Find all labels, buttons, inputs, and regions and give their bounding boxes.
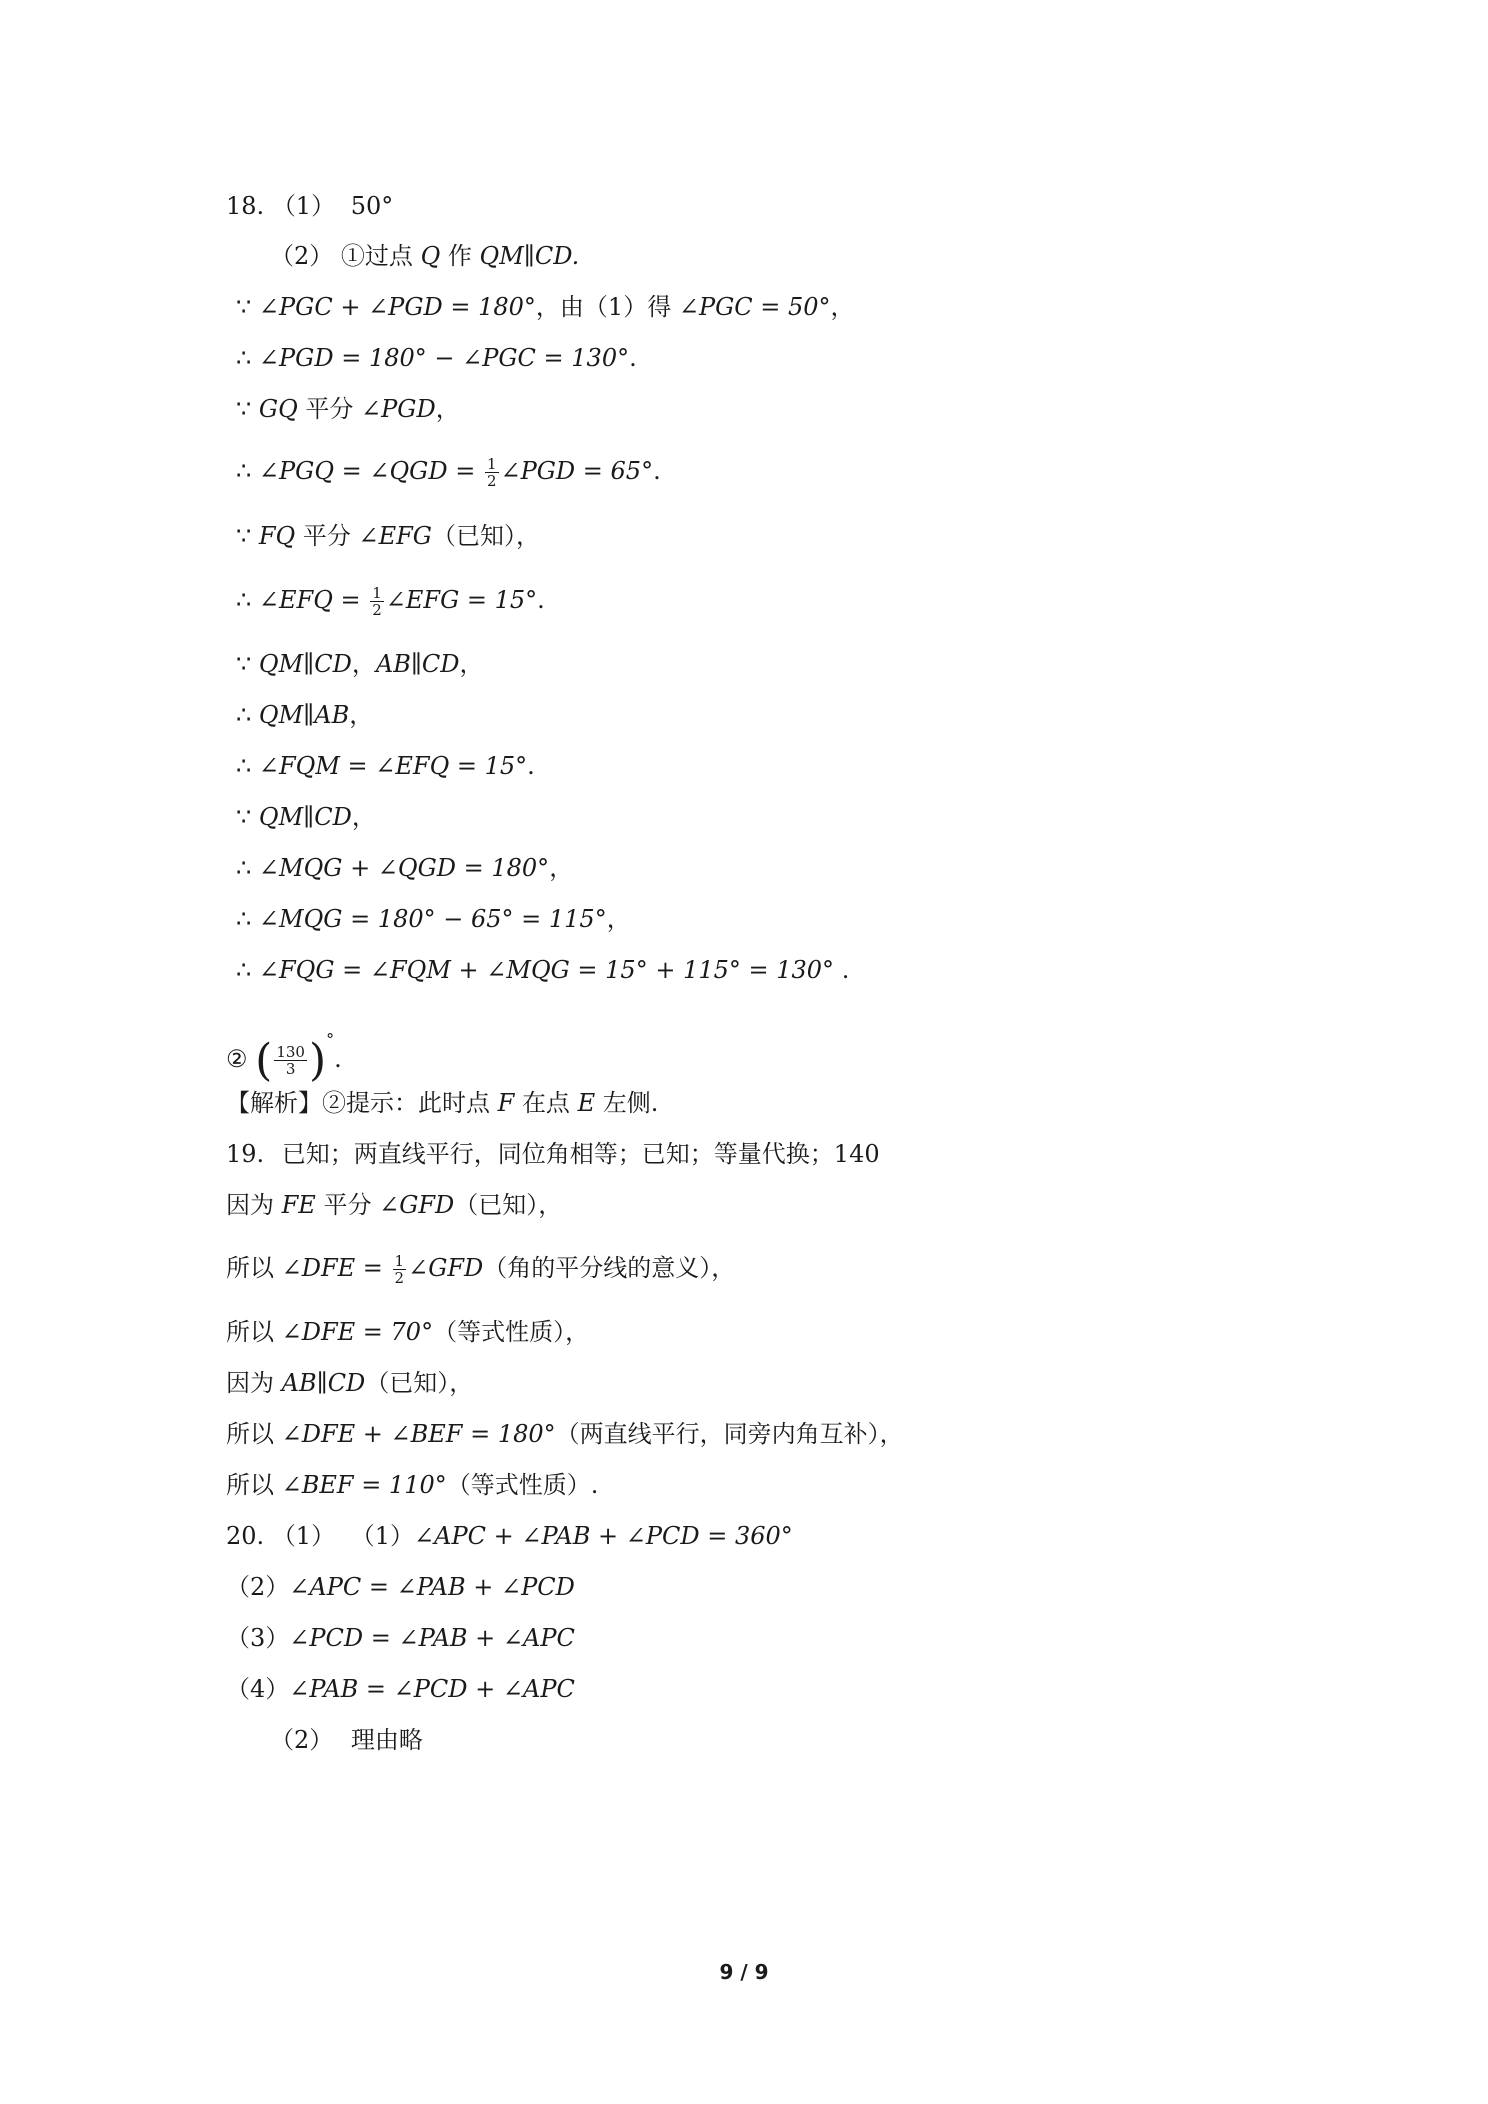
line-text: （已知），	[365, 1369, 474, 1397]
line-text: ，	[351, 650, 376, 678]
line-math-right: ∠EFG = 15°	[385, 586, 538, 614]
q20-item-label: （4）	[226, 1675, 290, 1703]
line-math-2: ∠PGC = 50°	[678, 293, 831, 321]
line-prefix: 所以	[226, 1318, 282, 1346]
q19-line-1	[226, 1189, 562, 1221]
q18-line-7	[236, 801, 376, 833]
line-text: 平分	[297, 395, 362, 423]
q20-item-2	[226, 1571, 575, 1603]
fraction-numerator: 130	[276, 1043, 305, 1061]
analysis-point-e: E	[577, 1089, 596, 1117]
right-paren: )	[308, 1034, 327, 1086]
q20-item-math: ∠PCD = ∠PAB + ∠APC	[289, 1624, 575, 1652]
analysis-text-b: 在点	[521, 1089, 570, 1117]
line-prefix: ∴	[236, 854, 259, 882]
line-math: ∠FQG = ∠FQM + ∠MQG = 15° + 115° = 130°	[258, 956, 835, 984]
line-text-2: （已知），	[431, 522, 540, 550]
q20-part2	[270, 1724, 423, 1756]
q20-item-math: ∠APC = ∠PAB + ∠PCD	[289, 1573, 575, 1601]
circled-two-label: ②	[226, 1045, 248, 1073]
line-prefix: ∵	[236, 293, 259, 321]
q20-item-label: （1）	[350, 1522, 415, 1550]
q18-line-1	[236, 291, 855, 323]
line-prefix: ∴	[236, 701, 259, 729]
q18-intro-expr: QM∥CD.	[479, 242, 580, 270]
q19-number: 19.	[226, 1140, 265, 1168]
line-text: （等式性质）.	[446, 1471, 599, 1499]
line-text-2: ，	[830, 293, 855, 321]
line-math: ∠FQM = ∠EFQ = 15°	[258, 752, 528, 780]
line-math: ∠BEF = 110°	[281, 1471, 447, 1499]
page-number: 9 / 9	[719, 1960, 769, 1984]
line-text-2: （已知），	[454, 1191, 563, 1219]
line-math: ∠PGC + ∠PGD = 180°	[258, 293, 536, 321]
line-prefix: ∴	[236, 586, 259, 614]
line-prefix: 所以	[226, 1471, 282, 1499]
q20-part1-label: （1）	[271, 1522, 336, 1550]
fraction-half	[370, 585, 384, 618]
q20-item-label: （3）	[226, 1624, 290, 1652]
line-text: .	[834, 956, 850, 984]
q18-intro-text-b: 作	[447, 242, 472, 270]
q19-answer-text: 已知；两直线平行，同位角相等；已知；等量代换；140	[281, 1140, 880, 1168]
q18-line-2	[236, 342, 637, 374]
q19-line-6	[226, 1469, 598, 1501]
line-math-2: ∠GFD	[379, 1191, 455, 1219]
line-text: （两直线平行，同旁内角互补），	[555, 1420, 904, 1448]
line-text-2: ，	[459, 650, 484, 678]
line-text: （等式性质），	[433, 1318, 590, 1346]
fraction-numerator: 1	[372, 584, 382, 602]
q20-item-3	[226, 1622, 575, 1654]
fraction-denominator: 3	[285, 1060, 296, 1078]
q20-part2-answer: 理由略	[350, 1726, 423, 1754]
degree-superscript: °	[326, 1030, 335, 1049]
line-prefix: ∵	[236, 522, 259, 550]
line-text: ，由（1）得	[535, 293, 679, 321]
q20-item-math: ∠PAB = ∠PCD + ∠APC	[289, 1675, 575, 1703]
line-text: .	[537, 586, 545, 614]
line-text: ，	[606, 905, 631, 933]
q20-item-label: （2）	[226, 1573, 290, 1601]
line-math: QM∥CD	[258, 803, 352, 831]
line-text: （角的平分线的意义），	[483, 1254, 736, 1282]
line-prefix: 所以	[226, 1254, 282, 1282]
q20-item-4	[226, 1673, 575, 1705]
analysis-point-f: F	[497, 1089, 515, 1117]
q18-line-3	[236, 393, 460, 425]
line-math: FE	[281, 1191, 316, 1219]
line-math-2: ∠EFG	[358, 522, 432, 550]
line-prefix: 因为	[226, 1369, 282, 1397]
q18-fq-line	[236, 520, 540, 552]
line-math-left: ∠DFE =	[281, 1254, 391, 1282]
q18-part2-intro	[270, 240, 579, 272]
line-prefix: ∴	[236, 344, 259, 372]
line-prefix: ∴	[236, 956, 259, 984]
q18-part2-label: （2）	[270, 242, 334, 270]
line-text: ，	[549, 854, 574, 882]
q18-line-6	[236, 750, 535, 782]
analysis-text-a: ②提示：此时点	[322, 1089, 490, 1117]
fraction-denominator: 2	[372, 601, 382, 619]
line-math-2: AB∥CD	[375, 650, 460, 678]
fraction-numerator: 1	[394, 1252, 405, 1270]
fraction-numerator: 1	[486, 455, 497, 473]
q18-part2b	[226, 1016, 342, 1086]
line-prefix: 因为	[226, 1191, 282, 1219]
line-text: 平分	[315, 1191, 380, 1219]
q18-line-8	[236, 852, 573, 884]
line-math: ∠DFE = 70°	[281, 1318, 434, 1346]
fraction-half	[393, 1253, 407, 1286]
line-math: ∠DFE + ∠BEF = 180°	[281, 1420, 556, 1448]
q18-line-4	[236, 648, 484, 680]
line-text: .	[629, 344, 637, 372]
line-text-2: ，	[435, 395, 460, 423]
fraction-130-3	[274, 1044, 307, 1077]
line-math: QM∥CD	[258, 650, 352, 678]
line-math-left: ∠EFQ =	[258, 586, 369, 614]
line-math: AB∥CD	[281, 1369, 366, 1397]
q18-number: 18.	[226, 192, 265, 220]
q18-half-line-1	[236, 455, 661, 489]
line-prefix: ∴	[236, 905, 259, 933]
q19-answer	[226, 1138, 880, 1170]
q18-analysis	[226, 1087, 658, 1119]
line-prefix: ∴	[236, 457, 259, 485]
q20-item-math: ∠APC + ∠PAB + ∠PCD = 360°	[414, 1522, 793, 1550]
line-math: GQ	[258, 395, 298, 423]
line-math-right: ∠PGD = 65°	[500, 457, 654, 485]
line-math: FQ	[258, 522, 296, 550]
line-prefix: ∵	[236, 395, 259, 423]
q18-line-9	[236, 903, 631, 935]
analysis-label: 【解析】	[226, 1089, 322, 1117]
line-prefix: ∵	[236, 650, 259, 678]
line-math: ∠PGD = 180° − ∠PGC = 130°	[258, 344, 630, 372]
line-text: .	[653, 457, 661, 485]
q20-part1	[226, 1520, 793, 1552]
q18-part1-label: （1）	[271, 192, 336, 220]
q19-line-3	[226, 1316, 589, 1348]
q18-line-10	[236, 954, 849, 986]
q18-part1	[226, 190, 393, 222]
analysis-text-c: 左侧.	[602, 1089, 659, 1117]
line-math-2: ∠PGD	[361, 395, 436, 423]
line-text: ，	[349, 701, 374, 729]
q18-part1-answer: 50°	[350, 192, 394, 220]
fraction-denominator: 2	[486, 472, 497, 490]
fraction-half	[485, 456, 499, 489]
line-prefix: ∴	[236, 752, 259, 780]
line-math: QM∥AB	[258, 701, 350, 729]
q19-line-5	[226, 1418, 904, 1450]
line-math-left: ∠PGQ = ∠QGD =	[258, 457, 483, 485]
line-text: .	[527, 752, 535, 780]
q19-line-2	[226, 1252, 735, 1286]
line-prefix: 所以	[226, 1420, 282, 1448]
line-text: 平分	[295, 522, 359, 550]
line-math-right: ∠GFD	[408, 1254, 484, 1282]
q18-intro-text-a: ①过点	[340, 242, 413, 270]
line-math: ∠MQG + ∠QGD = 180°	[258, 854, 550, 882]
q18-half-line-2	[236, 584, 545, 618]
q20-number: 20.	[226, 1522, 265, 1550]
fraction-denominator: 2	[394, 1269, 405, 1287]
line-math: ∠MQG = 180° − 65° = 115°	[258, 905, 607, 933]
q20-part2-label: （2）	[270, 1726, 334, 1754]
period: .	[334, 1045, 342, 1073]
left-paren: (	[255, 1034, 273, 1086]
line-text: ，	[351, 803, 376, 831]
q18-intro-point-q: Q	[420, 242, 441, 270]
q18-line-5	[236, 699, 373, 731]
line-prefix: ∵	[236, 803, 259, 831]
q19-line-4	[226, 1367, 473, 1399]
